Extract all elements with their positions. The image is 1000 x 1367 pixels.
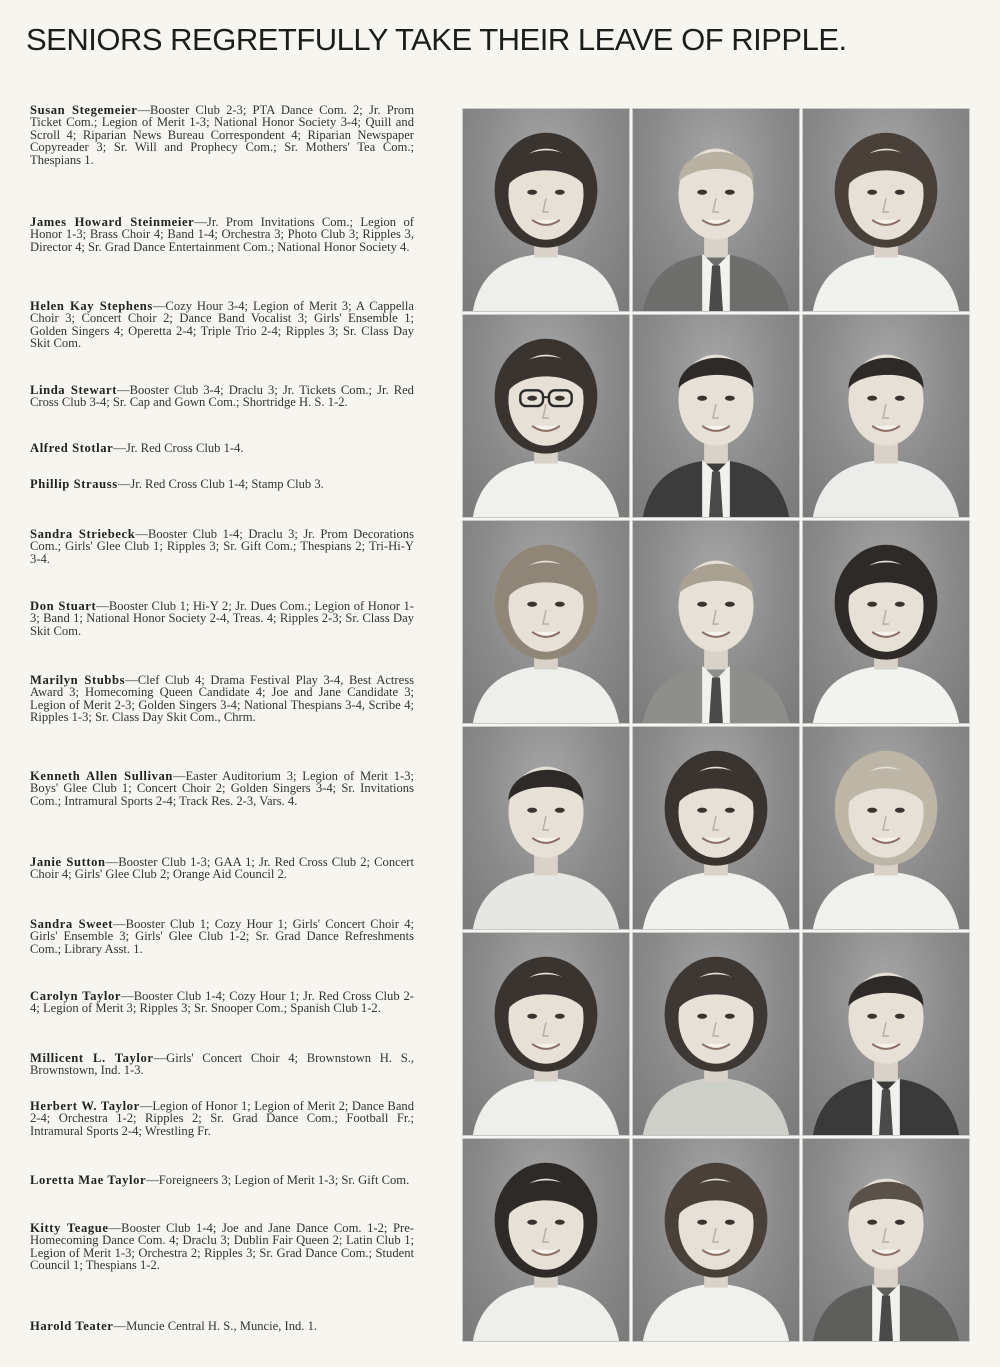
senior-portrait: [802, 726, 970, 930]
senior-name: Linda Stewart: [30, 383, 118, 397]
senior-activities: Jr. Red Cross Club 1-4.: [125, 441, 244, 455]
senior-name: Kitty Teague: [30, 1221, 109, 1235]
portrait-image: [633, 1139, 799, 1341]
senior-activities: Jr. Red Cross Club 1-4; Stamp Club 3.: [130, 477, 324, 491]
senior-portrait: [802, 108, 970, 312]
bio-entry: Helen Kay Stephens—Cozy Hour 3-4; Legion of Merit 3; A Cappella Choir 3; Concert Choir 2; Dance Band Vocalist 3; Girls' Ensemble 1; Golden Singers 4; Operetta 2-4; Triple Trio 2-4; Ripples 3; Sr. Class Day Skit Com.: [30, 299, 415, 351]
portrait-image: [463, 109, 629, 311]
senior-portrait: [462, 726, 630, 930]
senior-portrait: [632, 932, 800, 1136]
page-title: SENIORS REGRETFULLY TAKE THEIR LEAVE OF RIPPLE.: [26, 22, 847, 57]
portrait-image: [633, 521, 799, 723]
bio-entry: Phillip Strauss—Jr. Red Cross Club 1-4; Stamp Club 3.: [30, 477, 324, 491]
senior-activities: Booster Club 1-4; Joe and Jane Dance Com. 1-2; Pre-Homecoming Dance Com. 4; Draclu 3; Dublin Fair Queen 2; Latin Club 1; Legion of Merit 1-3; Orchestra 2; Ripples 3; Sr. Grad Dance Com.; Student Council 1; Thespians 1-2.: [30, 1221, 414, 1273]
senior-name: Carolyn Taylor: [30, 989, 122, 1003]
portrait-image: [463, 521, 629, 723]
senior-portrait: [632, 314, 800, 518]
portrait-grid: [462, 108, 972, 1344]
portrait-image: [463, 1139, 629, 1341]
bio-entry: Sandra Striebeck—Booster Club 1-4; Draclu 3; Jr. Prom Decorations Com.; Girls' Glee Club 1; Ripples 3; Sr. Gift Com.; Thespians 2; Tri-Hi-Y 3-4.: [30, 527, 414, 566]
senior-activities: Booster Club 1; Cozy Hour 1; Girls' Concert Choir 4; Girls' Ensemble 3; Girls' Glee Club 1-2; Sr. Grad Dance Refreshments Com.; Library Asst. 1.: [30, 917, 414, 956]
senior-activities: Booster Club 1-4; Draclu 3; Jr. Prom Decorations Com.; Girls' Glee Club 1; Ripples 3; Sr. Gift Com.; Thespians 2; Tri-Hi-Y 3-4.: [30, 527, 414, 566]
portrait-image: [803, 933, 969, 1135]
senior-activities: Booster Club 1; Hi-Y 2; Jr. Dues Com.; Legion of Honor 1-3; Band 1; National Honor Society 2-4, Treas. 4; Ripples 2-3; Sr. Class Day Skit Com.: [30, 599, 414, 638]
senior-portrait: [462, 1138, 630, 1342]
senior-name: Harold Teater: [30, 1319, 114, 1333]
senior-portrait: [462, 520, 630, 724]
senior-portrait: [802, 932, 970, 1136]
bio-entry: Harold Teater—Muncie Central H. S., Muncie, Ind. 1.: [30, 1319, 318, 1333]
senior-portrait: [802, 1138, 970, 1342]
portrait-image: [463, 727, 629, 929]
bio-entry: Marilyn Stubbs—Clef Club 4; Drama Festival Play 3-4, Best Actress Award 3; Homecoming Queen Candidate 4; Joe and Jane Candidate 3; Legion of Merit 2-3; Golden Singers 3-4; National Thespians 3-4, Scribe 4; Ripples 1-3; Sr. Class Day Skit Com., Chrm.: [30, 673, 415, 725]
bio-entry: Kitty Teague—Booster Club 1-4; Joe and Jane Dance Com. 1-2; Pre-Homecoming Dance Com. 4; Draclu 3; Dublin Fair Queen 2; Latin Club 1; Legion of Merit 1-3; Orchestra 2; Ripples 3; Sr. Grad Dance Com.; Student Council 1; Thespians 1-2.: [30, 1221, 414, 1273]
senior-name: Alfred Stotlar: [30, 441, 114, 455]
senior-portrait: [802, 314, 970, 518]
portrait-image: [803, 1139, 969, 1341]
senior-portrait: [802, 520, 970, 724]
portrait-image: [633, 727, 799, 929]
senior-name: Susan Stegemeier: [30, 103, 138, 117]
bio-entry: Loretta Mae Taylor—Foreigneers 3; Legion of Merit 1-3; Sr. Gift Com.: [30, 1173, 410, 1187]
senior-activities: Booster Club 1-3; GAA 1; Jr. Red Cross Club 2; Concert Choir 4; Girls' Glee Club 2; Orange Aid Council 2.: [30, 855, 414, 882]
bio-entry: Don Stuart—Booster Club 1; Hi-Y 2; Jr. Dues Com.; Legion of Honor 1-3; Band 1; National Honor Society 2-4, Treas. 4; Ripples 2-3; Sr. Class Day Skit Com.: [30, 599, 414, 638]
senior-name: Phillip Strauss: [30, 477, 118, 491]
senior-portrait: [462, 108, 630, 312]
bio-entry: Carolyn Taylor—Booster Club 1-4; Cozy Hour 1; Jr. Red Cross Club 2-4; Legion of Merit 3; Ripples 3; Sr. Snooper Com.; Spanish Club 1-2.: [30, 989, 414, 1016]
senior-name: Sandra Striebeck: [30, 527, 136, 541]
bio-entry: Sandra Sweet—Booster Club 1; Cozy Hour 1; Girls' Concert Choir 4; Girls' Ensemble 3; Girls' Glee Club 1-2; Sr. Grad Dance Refreshments Com.; Library Asst. 1.: [30, 917, 414, 956]
portrait-image: [803, 521, 969, 723]
bio-entry: Alfred Stotlar—Jr. Red Cross Club 1-4.: [30, 441, 244, 455]
senior-activities: Booster Club 2-3; PTA Dance Com. 2; Jr. Prom Ticket Com.; Legion of Merit 1-3; National Honor Society 3-4; Quill and Scroll 4; Riparian News Bureau Correspondent 4; Riparian Newspaper Copyreader 3; Sr. Will and Prophecy Com.; Sr. Mothers' Tea Com.; Thespians 1.: [30, 103, 414, 167]
bio-entry: Linda Stewart—Booster Club 3-4; Draclu 3; Jr. Tickets Com.; Jr. Red Cross Club 3-4; Sr. Cap and Gown Com.; Shortridge H. S. 1-2.: [30, 383, 414, 410]
portrait-image: [803, 727, 969, 929]
senior-activities: Easter Auditorium 3; Legion of Merit 1-3; Boys' Glee Club 1; Concert Choir 2; Golden Singers 3-4; Sr. Invitations Com.; Intramural Sports 2-4; Track Res. 2-3, Vars. 4.: [30, 769, 414, 808]
bio-entry: Kenneth Allen Sullivan—Easter Auditorium 3; Legion of Merit 1-3; Boys' Glee Club 1; Concert Choir 2; Golden Singers 3-4; Sr. Invitations Com.; Intramural Sports 2-4; Track Res. 2-3, Vars. 4.: [30, 769, 414, 808]
bio-entry: Herbert W. Taylor—Legion of Honor 1; Legion of Merit 2; Dance Band 2-4; Orchestra 1-2; Ripples 2; Sr. Grad Dance Com.; Football Fr.; Intramural Sports 2-4; Wrestling Fr.: [30, 1099, 415, 1138]
senior-activities: Girls' Concert Choir 4; Brownstown H. S., Brownstown, Ind. 1-3.: [30, 1051, 414, 1078]
portrait-image: [633, 933, 799, 1135]
senior-portrait: [632, 726, 800, 930]
bio-entry: James Howard Steinmeier—Jr. Prom Invitations Com.; Legion of Honor 1-3; Brass Choir 4; Band 1-4; Orchestra 3; Photo Club 3; Ripples 3, Director 4; Sr. Grad Dance Entertainment Com.; National Honor Society 4.: [30, 215, 414, 254]
senior-name: James Howard Steinmeier: [30, 215, 195, 229]
portrait-image: [803, 109, 969, 311]
bio-entry: Susan Stegemeier—Booster Club 2-3; PTA Dance Com. 2; Jr. Prom Ticket Com.; Legion of Merit 1-3; National Honor Society 3-4; Quill and Scroll 4; Riparian News Bureau Correspondent 4; Riparian Newspaper Copyreader 3; Sr. Will and Prophecy Com.; Sr. Mothers' Tea Com.; Thespians 1.: [30, 103, 414, 167]
senior-name: Helen Kay Stephens: [30, 299, 153, 313]
portrait-image: [803, 315, 969, 517]
portrait-image: [463, 315, 629, 517]
senior-name: Millicent L. Taylor: [30, 1051, 154, 1065]
senior-name: Sandra Sweet: [30, 917, 114, 931]
senior-activities: Muncie Central H. S., Muncie, Ind. 1.: [126, 1319, 318, 1333]
senior-activities: Jr. Prom Invitations Com.; Legion of Honor 1-3; Brass Choir 4; Band 1-4; Orchestra 3; Photo Club 3; Ripples 3, Director 4; Sr. Grad Dance Entertainment Com.; National Honor Society 4.: [30, 215, 414, 254]
senior-portrait: [462, 932, 630, 1136]
portrait-image: [633, 109, 799, 311]
senior-name: Marilyn Stubbs: [30, 673, 126, 687]
senior-activities: Legion of Honor 1; Legion of Merit 2; Dance Band 2-4; Orchestra 1-2; Ripples 2; Sr. Grad Dance Com.; Football Fr.; Intramural Sports 2-4; Wrestling Fr.: [30, 1099, 415, 1138]
senior-name: Kenneth Allen Sullivan: [30, 769, 174, 783]
portrait-image: [633, 315, 799, 517]
senior-portrait: [632, 520, 800, 724]
senior-portrait: [462, 314, 630, 518]
senior-name: Don Stuart: [30, 599, 97, 613]
senior-name: Janie Sutton: [30, 855, 106, 869]
senior-activities: Booster Club 3-4; Draclu 3; Jr. Tickets Com.; Jr. Red Cross Club 3-4; Sr. Cap and Gown Com.; Shortridge H. S. 1-2.: [30, 383, 414, 410]
senior-activities: Foreigneers 3; Legion of Merit 1-3; Sr. Gift Com.: [158, 1173, 410, 1187]
senior-activities: Booster Club 1-4; Cozy Hour 1; Jr. Red Cross Club 2-4; Legion of Merit 3; Ripples 3; Sr. Snooper Com.; Spanish Club 1-2.: [30, 989, 414, 1016]
senior-activities: Clef Club 4; Drama Festival Play 3-4, Best Actress Award 3; Homecoming Queen Candidate 4; Joe and Jane Candidate 3; Legion of Merit 2-3; Golden Singers 3-4; National Thespians 3-4, Scribe 4; Ripples 1-3; Sr. Class Day Skit Com., Chrm.: [30, 673, 415, 725]
portrait-image: [463, 933, 629, 1135]
senior-name: Loretta Mae Taylor: [30, 1173, 147, 1187]
senior-portrait: [632, 108, 800, 312]
senior-activities: Cozy Hour 3-4; Legion of Merit 3; A Cappella Choir 3; Concert Choir 2; Dance Band Vocalist 3; Girls' Ensemble 1; Golden Singers 4; Operetta 2-4; Triple Trio 2-4; Ripples 3; Sr. Class Day Skit Com.: [30, 299, 415, 351]
bio-entry: Janie Sutton—Booster Club 1-3; GAA 1; Jr. Red Cross Club 2; Concert Choir 4; Girls' Glee Club 2; Orange Aid Council 2.: [30, 855, 414, 882]
senior-name: Herbert W. Taylor: [30, 1099, 140, 1113]
senior-portrait: [632, 1138, 800, 1342]
bio-entry: Millicent L. Taylor—Girls' Concert Choir 4; Brownstown H. S., Brownstown, Ind. 1-3.: [30, 1051, 414, 1078]
